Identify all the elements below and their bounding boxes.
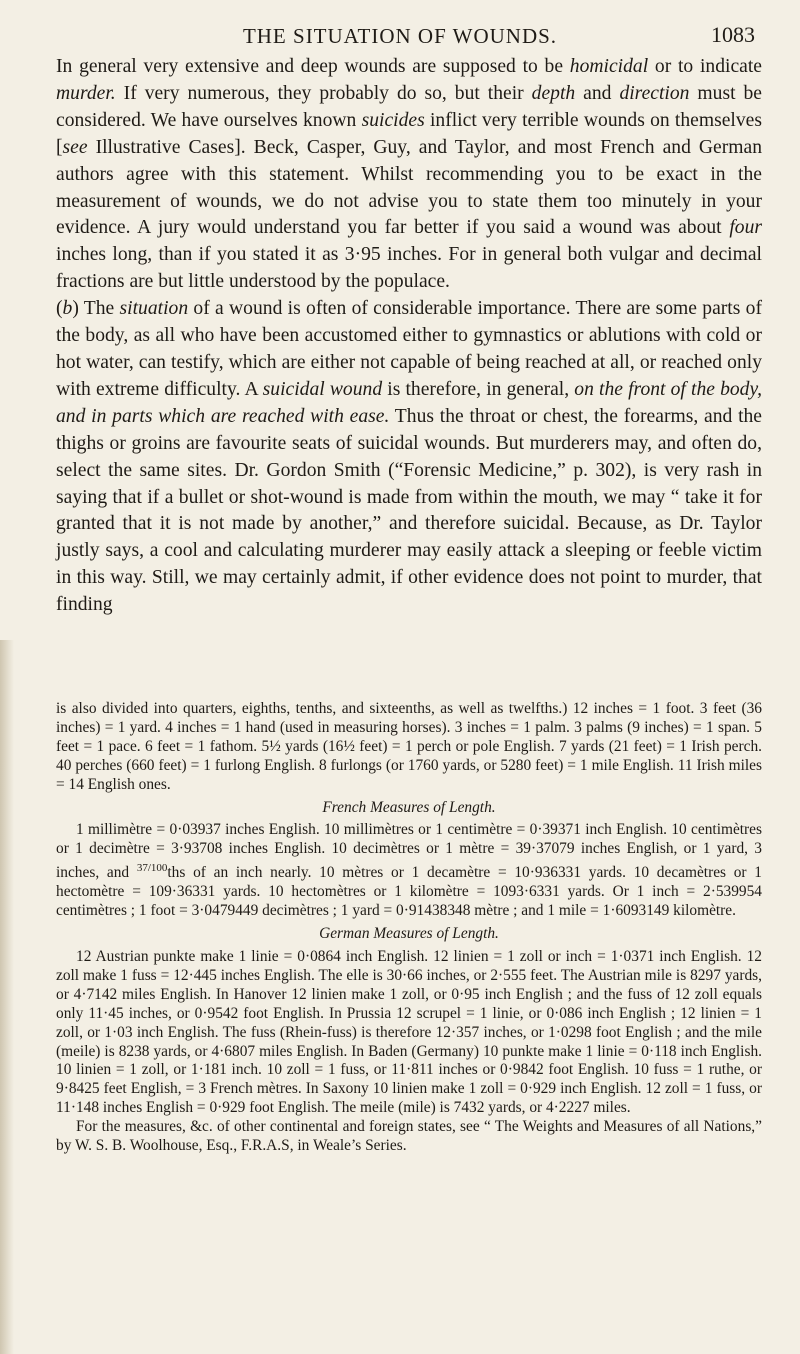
heading-german-measures: German Measures of Length. — [319, 925, 499, 943]
footnote-reference: For the measures, &c. of other continental and foreign states, see “ The Weights and Measures of all Nations,” by W. S. B. Woolhouse, Esq., F.R.A.S, in Weale’s Series. — [56, 1118, 762, 1155]
footnote-english-measures: is also divided into quarters, eighths, tenths, and sixteenths, as well as twelfths.) 12 inches = 1 foot. 3 feet (36 inches) = 1 yard. 4 inches = 1 hand (used in measuring horses). 3 inches = 1 palm. 3 palms (9 inches) = 1 span. 5 feet = 1 pace. 6 feet = 1 fathom. 5½ yards (16½ feet) = 1 perch or pole English. 7 yards (21 feet) = 1 Irish perch. 40 perches (660 feet) = 1 furlong English. 8 furlongs (or 1760 yards, or 5280 feet) = 1 mile English. 11 Irish miles = 14 English ones. — [56, 700, 762, 793]
heading-french-measures: French Measures of Length. — [322, 798, 496, 816]
paragraph-situation: (b) The situation of a wound is often of considerable importance. There are some parts of the body, as all who have been accustomed either to gymnastics or ablutions with cold or hot water, can testify, which are either not capable of being reached at all, or reached only with extreme difficulty. A suicidal wound is therefore, in general, on the front of the body, and in parts which are reached with ease. Thus the throat or chest, the forearms, and the thighs or groins are favourite seats of suicidal wounds. But murderers may, and often do, select the same sites. Dr. Gordon Smith (“Forensic Medicine,” p. 302), is very rash in saying that if a bullet or shot-wound is made from within the mouth, we may “ take it for granted that it is not made by another,” and therefore suicidal. Because, as Dr. Taylor justly says, a cool and calculating murderer may easily attack a sleeping or feeble victim in this way. Still, we may certainly admit, if other evidence does not point to murder, that finding — [56, 298, 763, 616]
footnote-german-measures: 12 Austrian punkte make 1 linie = 0·0864 inch English. 12 linien = 1 zoll or inch = 1·0371 inch English. 12 zoll make 1 fuss = 12·445 inches English. The elle is 30·66 inches, or 2·555 feet. The Austrian mile is 8297 yards, or 4·7142 miles English. In Hanover 12 linien make 1 zoll, or 0·95 inch English ; and the fuss of 12 zoll equals only 11·45 inches, or 0·9542 foot English. In Prussia 12 scrupel = 1 linie, or 0·086 inch English ; 12 linien = 1 zoll, or 1·03 inch English. The fuss (Rhein-fuss) is therefore 12·357 inches, or 1·0298 foot English ; and the mile (meile) is 8238 yards, or 4·6807 miles English. In Baden (Germany) 10 punkte make 1 linie = 0·118 inch English. 10 linien = 1 zoll, or 1·181 inch. 10 zoll = 1 fuss, or 11·811 inches or 0·9842 foot English. 10 fuss = 1 ruthe, or 9·8425 feet English, = 3 French mètres. In Saxony 10 linien make 1 zoll = 0·929 inch English. 12 zoll = 1 fuss, or 11·148 inches English = 0·929 foot English. The meile (mile) is 7432 yards, or 4·2227 miles. — [56, 948, 762, 1117]
page-title: THE SITUATION OF WOUNDS. — [242, 24, 558, 48]
page-number: 1083 — [711, 22, 755, 47]
footnote-french-measures: 1 millimètre = 0·03937 inches English. 10 millimètres or 1 centimètre = 0·39371 inch English. 10 centimètres or 1 decimètre = 3·93708 inches English. 10 decimètres or 1 mètre = 39·37079 inches English, or 1 yard, 3 inches, and $^{37/100}$ths of an inch nearly. 10 mètres or 1 decamètre = 10·936331 yards. 10 decamètres or 1 hectomètre = 109·36331 yards. 10 hectomètres or 1 kilomètre = 1093·6331 yards. Or 1 inch = 2·539954 centimètres ; 1 foot = 3·0479449 decimètres ; 1 yard = 0·91438348 mètre ; and 1 mile = 1·6093149 kilomètre. — [56, 821, 762, 920]
footnote — [56, 700, 762, 1156]
page-binding-shadow — [0, 640, 14, 1354]
running-head — [0, 20, 800, 54]
fraction: 37/100 — [136, 862, 168, 875]
main-text — [56, 54, 762, 619]
paragraph-homicidal-wounds: In general very extensive and deep wounds are supposed to be homicidal or to indicate murder. If very numerous, they probably do so, but their depth and direction must be considered. We have ourselves known suicides inflict very terrible wounds on themselves [see Illustrative Cases]. Beck, Casper, Guy, and Taylor, and most French and German authors agree with this statement. Whilst recommending you to be exact in the measurement of wounds, we do not advise you to state them too minutely in your evidence. A jury would understand you far better if you said a wound was about four inches long, than if you stated it as 3·95 inches. For in general both vulgar and decimal fractions are but little understood by the populace. — [56, 56, 762, 293]
